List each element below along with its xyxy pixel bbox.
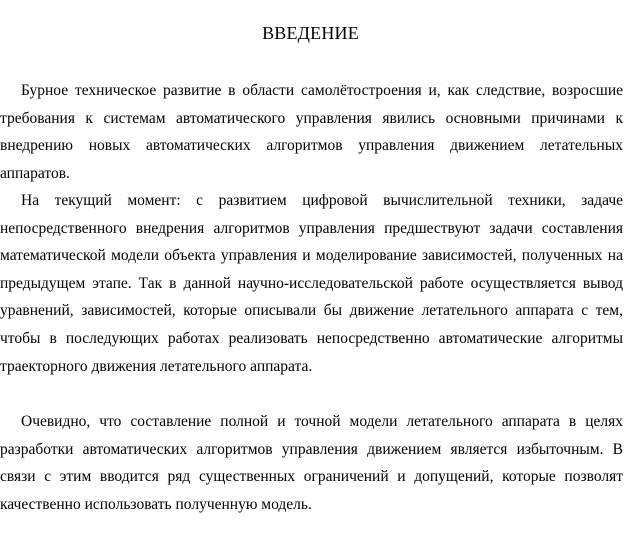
document-heading: ВВЕДЕНИЕ (262, 23, 359, 43)
paragraph-1: Бурное техническое развитие в области самолётостроения и, как следствие, возросшие требования к системам автоматического управления явились основными причинами к внедрению новых автоматических алгоритмов управления движением летательных аппаратов. (0, 82, 623, 182)
paragraph-3: Очевидно, что составление полной и точной модели летательного аппарата в целях разработки автоматических алгоритмов управления движением является избыточным. В связи с этим вводится ряд существенных ограничений и допущений, которые позволят качественно использовать полученную модель. (0, 413, 623, 513)
paragraph-2: На текущий момент: с развитием цифровой вычислительной техники, задаче непосредственного внедрения алгоритмов управления предшествуют задачи составления математической модели объекта управления и моделирование зависимостей, полученных на предыдущем этапе. Так в данной научно-исследовательской работе осуществляется вывод уравнений, зависимостей, которые описывали бы движение летательного аппарата с тем, чтобы в последующих работах реализовать непосредственно автоматические алгоритмы траекторного движения летательного аппарата. (0, 192, 623, 375)
